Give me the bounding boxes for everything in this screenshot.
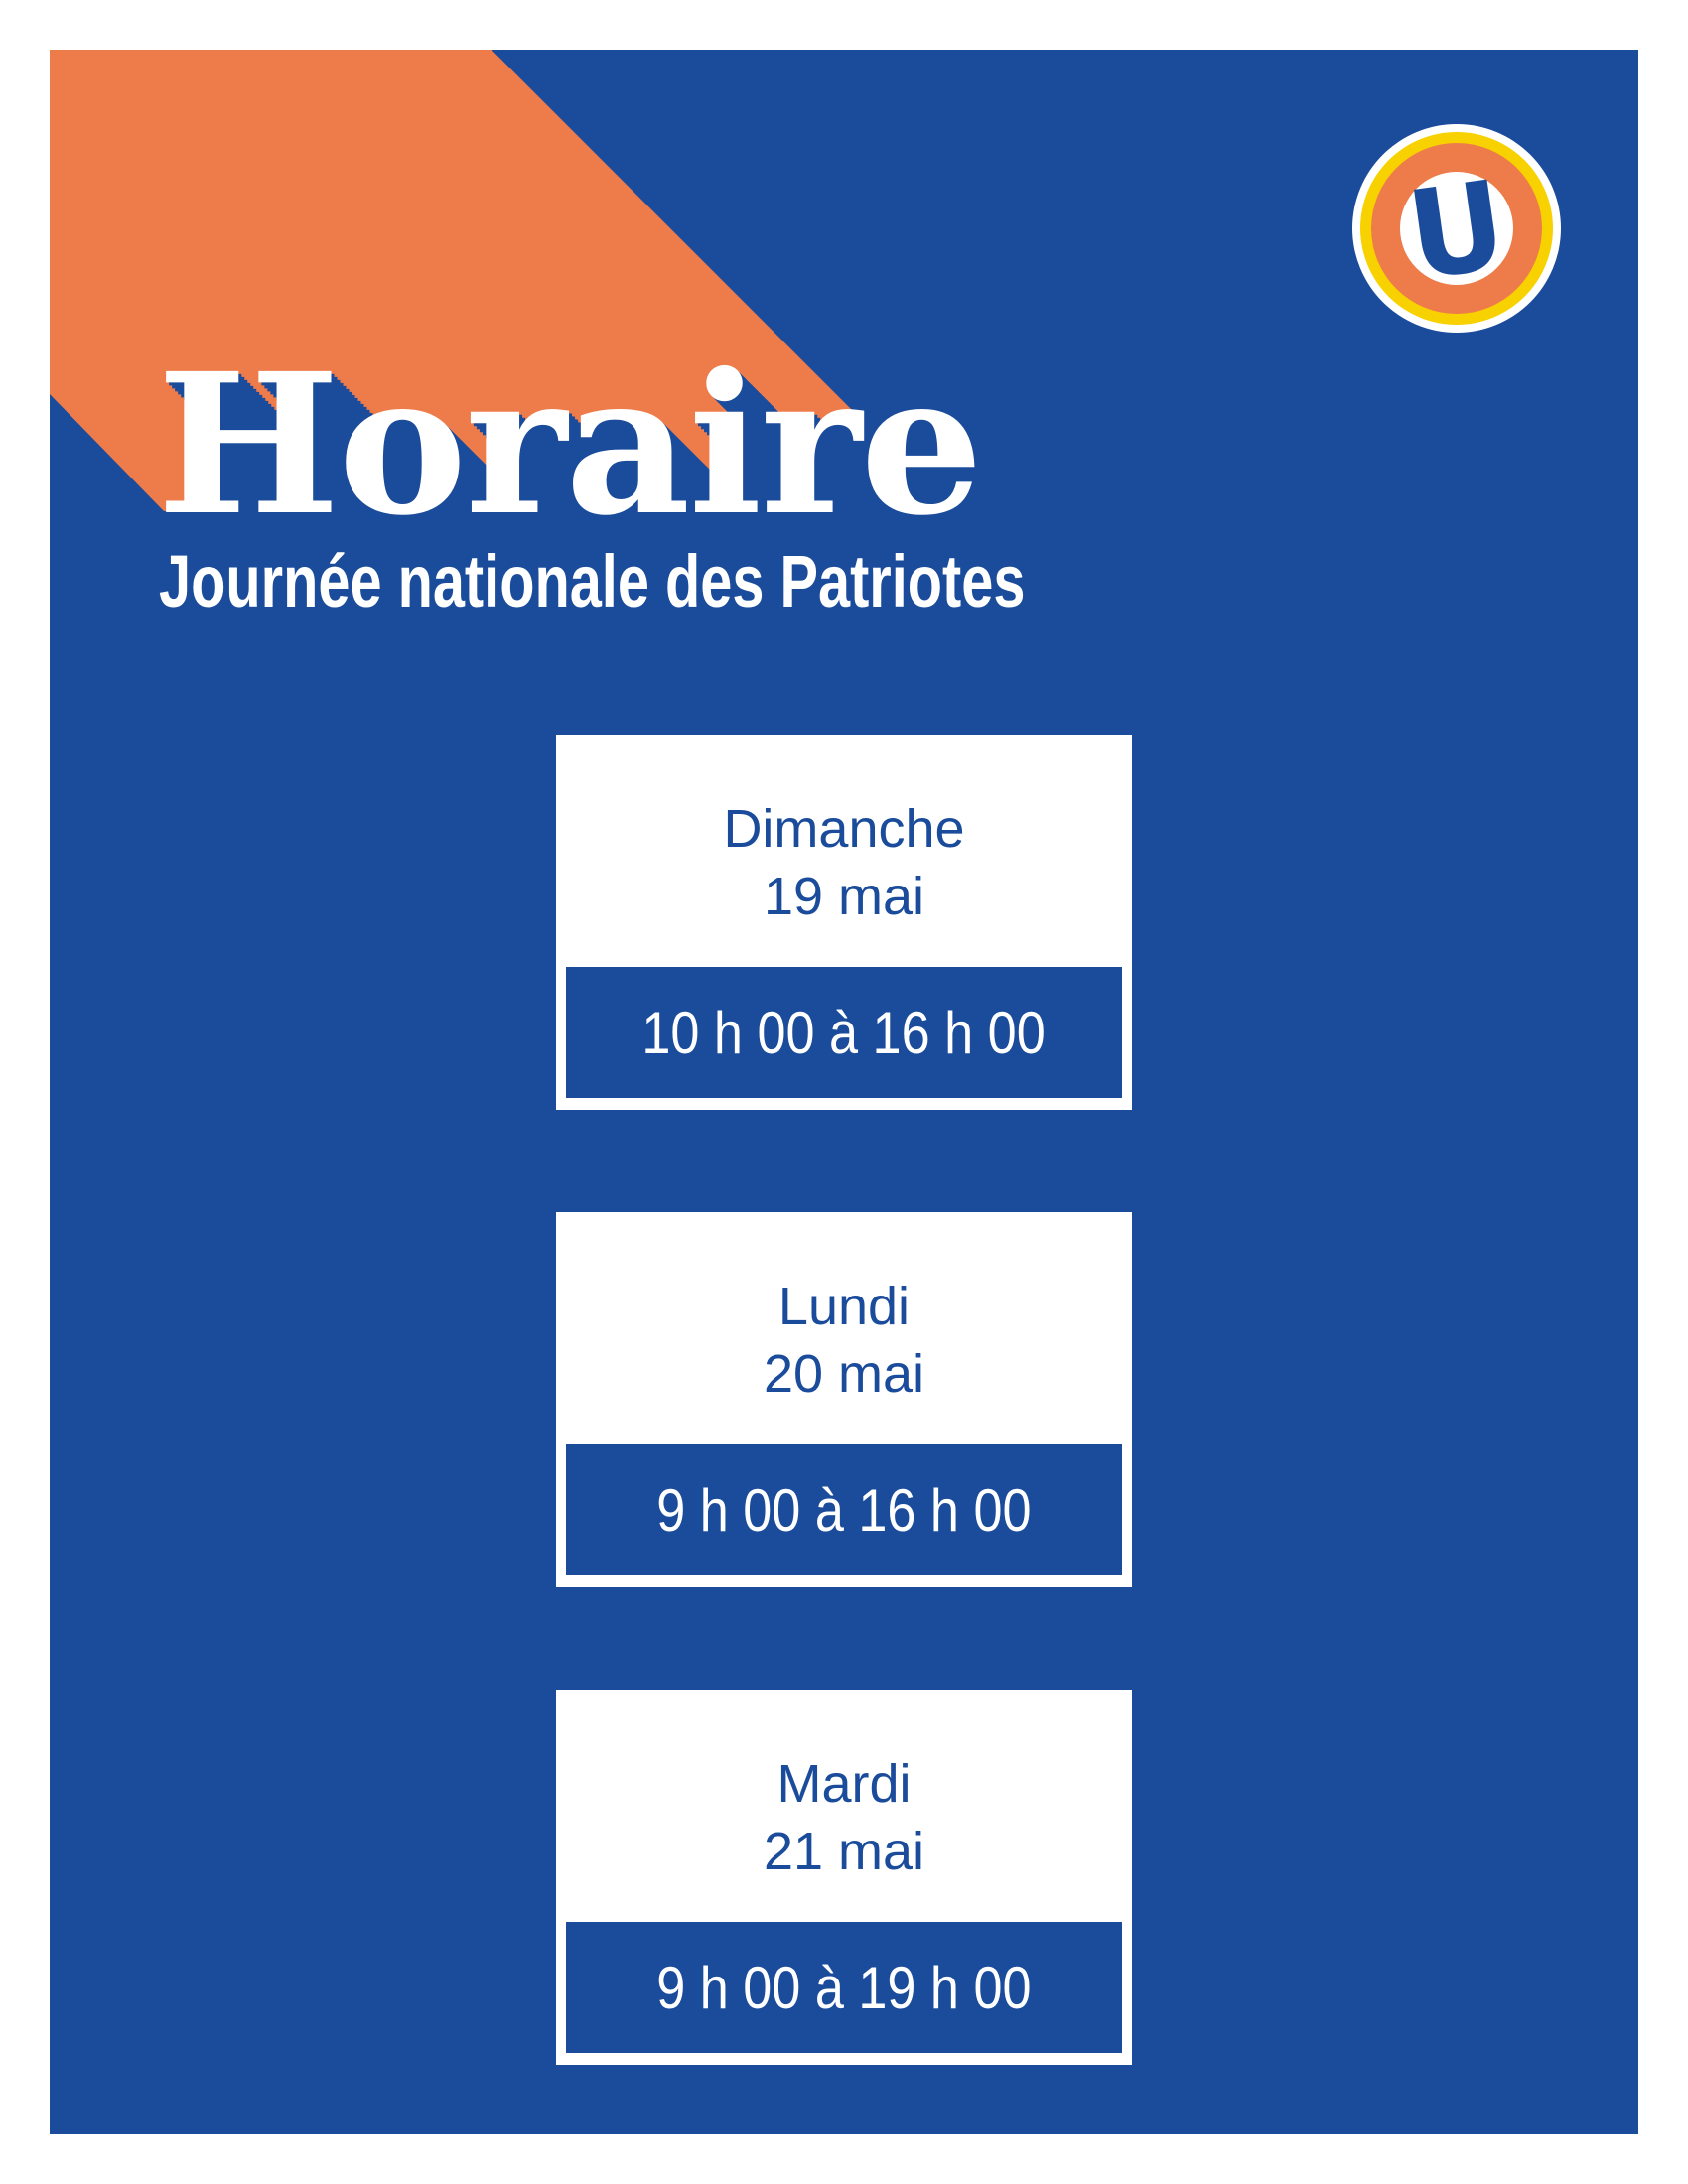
day-date: 21 mai [763,1821,925,1881]
hours-strip [566,967,1122,1098]
day-date: 19 mai [763,866,925,926]
page-title: Horaire [157,331,982,558]
schedule-card-dimanche [556,735,1132,1110]
hours-text: 9 h 00 à 16 h 00 [656,1476,1032,1544]
day-block [556,1212,1132,1408]
schedule-card-lundi [556,1212,1132,1587]
schedule-card-mardi [556,1690,1132,2065]
day-block [556,735,1132,930]
store-logo [1352,124,1561,333]
blue-panel [50,50,1638,2134]
hours-strip [566,1922,1122,2053]
day-block [556,1690,1132,1885]
day-date: 20 mai [763,1343,925,1404]
logo-center-disc [1399,153,1514,308]
day-name: Mardi [776,1754,912,1814]
page-subtitle: Journée nationale des Patriotes [159,540,1026,622]
logo-u-icon: U [1399,153,1514,308]
hours-text: 9 h 00 à 19 h 00 [656,1954,1032,2021]
day-name: Dimanche [723,799,965,859]
day-name: Lundi [777,1277,911,1336]
hours-text: 10 h 00 à 16 h 00 [641,999,1047,1066]
hours-strip [566,1444,1122,1575]
